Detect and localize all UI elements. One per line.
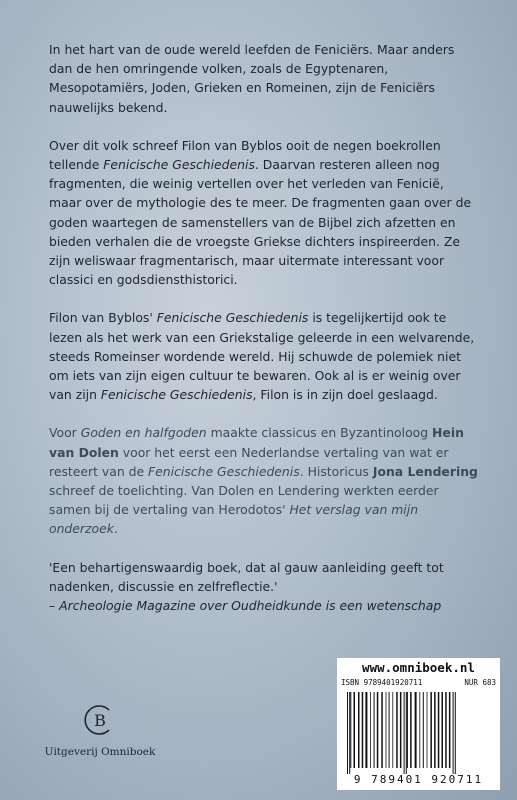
barcode-bar <box>445 692 447 768</box>
barcode-bar <box>442 692 444 768</box>
text-span: maakte classicus en Byzantinoloog <box>206 425 433 441</box>
barcode-bar <box>362 692 364 768</box>
book-title-italic: Fenicische Geschiedenis <box>103 157 255 173</box>
book-title-italic: Fenicische Geschiedenis <box>100 387 253 403</box>
barcode-bar <box>419 692 420 768</box>
barcode-bar <box>449 692 451 768</box>
review-source: – Archeologie Magazine over Oudheidkunde is een wetenschap <box>49 598 442 614</box>
text-span: . <box>113 521 118 537</box>
barcode-bar <box>406 692 407 774</box>
commentator-name: Jona Lendering <box>372 463 478 479</box>
text-span: , Filon is in zijn doel geslaagd. <box>252 387 438 403</box>
text-span: schreef de toelichting. Van Dolen en Lendering werkten eerder samen bij de vertaling van Herodotos' <box>49 483 439 518</box>
barcode-bar <box>374 692 375 768</box>
barcode-bar <box>407 692 408 768</box>
isbn-label: ISBN 9789401920711 <box>341 678 423 687</box>
barcode-bar <box>455 692 456 774</box>
barcode-bar <box>434 692 436 768</box>
text-span: . Historicus <box>299 463 373 479</box>
barcode-bar <box>392 692 393 768</box>
barcode-bar <box>370 692 371 768</box>
barcode-bar <box>396 692 398 768</box>
blurb-paragraph-context <box>49 308 479 404</box>
barcode-digits: 9 789401 920711 <box>353 773 484 786</box>
isbn-line <box>341 678 496 687</box>
blurb-paragraph-filon <box>49 136 479 290</box>
translator-name: Hein van Dolen <box>49 425 464 460</box>
barcode-bar <box>430 692 432 768</box>
previous-work-title: Het verslag van mijn onderzoek <box>49 502 419 537</box>
text-span: Over dit volk schreef Filon van Byblos ooit de negen boekrollen tellende <box>49 137 441 173</box>
barcode-bar <box>386 692 387 768</box>
barcode-bar <box>349 692 350 774</box>
nur-label: NUR 683 <box>464 678 496 687</box>
barcode-bar <box>377 692 379 768</box>
publisher-logo <box>30 702 170 758</box>
barcode-bar <box>350 692 351 768</box>
review-quote-paragraph <box>49 558 479 616</box>
barcode-bar <box>423 692 424 768</box>
barcode-bar <box>354 692 356 768</box>
text-span: Filon van Byblos' <box>49 310 157 326</box>
barcode-graphic <box>343 692 494 774</box>
text-span: is tegelijkertijd ook te lezen als het werk van een Griekstalige geleerde in een welvarende, steeds Romeinser wordende wereld. Hij schuwde de polemiek niet om iets van zijn eigen cultuur te bewaren. Ook al is er weinig over van zijn <box>49 310 475 403</box>
blurb-paragraph-intro <box>49 40 479 117</box>
publisher-name: Uitgeverij Omniboek <box>44 746 156 758</box>
omniboek-logo-icon <box>83 702 117 738</box>
barcode-panel <box>337 658 500 790</box>
credits-paragraph <box>49 423 479 538</box>
barcode-bar <box>381 692 383 768</box>
series-title: Goden en halfgoden <box>80 425 207 441</box>
logo-letter: B <box>94 711 106 730</box>
barcode-bar <box>358 692 360 768</box>
barcode-bar <box>400 692 402 768</box>
barcode-bar <box>438 692 440 768</box>
blurb-text <box>49 40 479 634</box>
barcode-bar <box>427 692 428 768</box>
barcode-bar <box>347 692 348 774</box>
barcode-bar <box>453 692 454 774</box>
text-span: voor het eerst een Nederlandse vertaling van wat er resteert van de <box>49 444 449 479</box>
barcode-bar <box>365 692 367 768</box>
publisher-website: www.omniboek.nl <box>362 660 475 675</box>
barcode-bar <box>389 692 390 768</box>
barcode-bar <box>415 692 417 768</box>
book-title-italic: Fenicische Geschiedenis <box>156 310 309 326</box>
text-span: . Daarvan resteren alleen nog fragmenten, die weinig vertellen over het verleden van Fenicië, maar over de mythologie des te meer. De fragmenten gaan over de goden waartegen de samenstellers van de Bijbel zich afzetten en bieden verhalen die de vroegste Griekse dichters inspireerden. Ze zijn weliswaar fragmentarisch, maar uitermate interessant voor classici en godsdiensthistorici. <box>49 157 472 288</box>
text-span: Voor <box>49 425 81 441</box>
review-quote: 'Een behartigenswaardig boek, dat al gauw aanleiding geeft tot nadenken, discussie en zelfreflectie.' <box>49 559 444 594</box>
barcode-bar <box>404 692 405 774</box>
blurb-intro-text: In het hart van de oude wereld leefden de Feniciërs. Maar anders dan de hen omringende volken, zoals de Egyptenaren, Mesopotamiërs, Joden, Grieken en Romeinen, zijn de Feniciërs nauwelijks bekend. <box>49 42 455 115</box>
book-title-italic: Fenicische Geschiedenis <box>148 463 300 479</box>
barcode-bar <box>410 692 412 768</box>
